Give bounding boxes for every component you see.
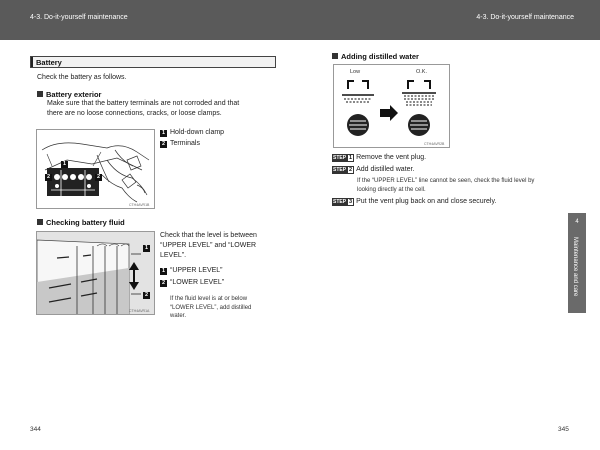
fluid-line-3: LEVEL”.: [160, 252, 187, 260]
legend1-item-1: [160, 129, 224, 137]
step-badge: STEP: [333, 167, 347, 173]
step-badge: STEP: [333, 199, 347, 205]
legend2-text-1: “UPPER LEVEL”: [170, 267, 223, 274]
section-marker: [31, 57, 33, 67]
exterior-paragraph: [47, 99, 276, 119]
step-note: [357, 177, 572, 194]
page-header: [0, 0, 600, 40]
fig3-code: CTH4AVR2B: [424, 142, 445, 146]
fluid-note-line-3: water.: [170, 313, 187, 319]
chapter-tab: [568, 213, 586, 313]
legend1-text-2: Terminals: [170, 140, 200, 147]
exterior-line-2: there are no loose connections, cracks, or loose clamps.: [47, 110, 222, 118]
chapter-tab-label: Maintenance and care: [572, 237, 578, 297]
fig1-marker-2a: 2: [46, 174, 51, 180]
battery-exterior-figure: [36, 129, 155, 209]
step-2: [332, 166, 414, 174]
step-3-text: Put the vent plug back on and close securely.: [356, 198, 497, 205]
distilled-water-figure: [333, 64, 450, 148]
fluid-heading-text: Checking battery fluid: [46, 218, 125, 227]
fig1-marker-1: 1: [62, 161, 67, 167]
fluid-paragraph: [160, 231, 276, 262]
battery-fluid-figure: [36, 231, 155, 315]
fig2-marker-1: 1: [144, 245, 149, 251]
page-number-right: 345: [558, 426, 569, 433]
distilled-water-heading: [332, 52, 419, 61]
fig-label-low: Low: [350, 69, 361, 75]
fig2-marker-2: 2: [144, 292, 149, 298]
engine-bay-illustration: [37, 130, 155, 209]
legend1-num-2: 2: [161, 141, 166, 147]
step-note-line-1: If the “UPPER LEVEL” line cannot be seen, check the fluid level by: [357, 178, 535, 184]
legend2-item-1: [160, 267, 223, 275]
step-3-num: 3: [349, 199, 353, 205]
legend2-item-2: [160, 279, 224, 287]
step-note-line-2: looking directly at the cell.: [357, 186, 426, 193]
fluid-note-line-2: “LOWER LEVEL”, add distilled: [170, 304, 252, 311]
fluid-line-1: Check that the level is between: [160, 232, 257, 239]
legend1-text-1: Hold-down clamp: [170, 129, 225, 136]
step-2-text: Add distilled water.: [356, 166, 415, 173]
fluid-level-illustration: [37, 232, 155, 315]
square-bullet-icon: [332, 53, 338, 59]
fig1-code: CTH4AVR1B: [129, 203, 150, 207]
fig1-marker-2b: 2: [96, 174, 101, 180]
legend2-text-2: “LOWER LEVEL”: [170, 279, 225, 286]
legend1-item-2: [160, 140, 200, 148]
header-right-title: 4-3. Do-it-yourself maintenance: [476, 14, 574, 21]
exterior-heading: [37, 90, 101, 99]
section-title: Battery: [36, 58, 62, 67]
legend1-num-1: 1: [161, 130, 166, 136]
step-badge: STEP: [333, 155, 347, 161]
step-2-num: 2: [349, 167, 353, 173]
step-1: [332, 154, 426, 162]
step-1-num: 1: [349, 155, 353, 161]
fluid-note-line-1: If the fluid level is at or below: [170, 296, 248, 302]
square-bullet-icon: [37, 219, 43, 225]
fig-label-ok: O.K.: [416, 69, 428, 75]
header-left-title: 4-3. Do-it-yourself maintenance: [30, 14, 128, 21]
exterior-heading-text: Battery exterior: [46, 90, 102, 99]
chapter-tab-number: 4: [575, 219, 579, 225]
legend2-num-2: 2: [161, 280, 166, 286]
distilled-water-heading-text: Adding distilled water: [341, 52, 419, 61]
square-bullet-icon: [37, 91, 43, 97]
step-1-text: Remove the vent plug.: [356, 154, 427, 161]
section-title-bar: [30, 56, 276, 68]
page-number-left: 344: [30, 426, 41, 433]
fluid-line-2: “UPPER LEVEL” and “LOWER: [160, 242, 257, 250]
fluid-note: [170, 295, 276, 321]
exterior-line-1: Make sure that the battery terminals are not corroded and that: [47, 100, 240, 107]
fig2-code: CTH4AVR1A: [129, 309, 150, 313]
fluid-heading: [37, 218, 125, 227]
cell-level-illustration: [334, 65, 450, 148]
step-3: [332, 198, 496, 206]
legend2-num-1: 1: [161, 268, 166, 274]
intro-text: Check the battery as follows.: [37, 74, 127, 81]
